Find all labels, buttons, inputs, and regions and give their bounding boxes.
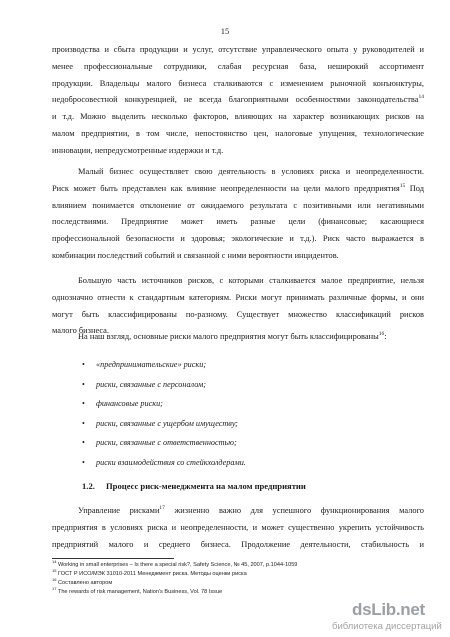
list-item: • финансовые риски; — [82, 394, 412, 414]
paragraph-4 — [52, 329, 424, 346]
paragraph-2 — [52, 164, 424, 265]
text-line: могут быть классифицированы по-разному. Существует множество классификаций рисков — [52, 309, 424, 319]
section-title: Процесс риск-менеджмента на малом предприятии — [106, 481, 306, 491]
text-line: однозначно отнести к стандартным категориям. Риски могут принимать различные формы, и они — [52, 292, 424, 302]
list-item: • «предпринимательские» риски; — [82, 355, 412, 375]
text-line: производства и сбыта продукции и услуг, отсутствие управленческого опыта у руководителей и — [52, 45, 424, 54]
footnote: $^{17}$ The rewards of risk management, Nation's Business, Vol. 78 Issue — [52, 586, 223, 596]
bullet-icon: • — [82, 379, 85, 389]
footnote-ref: 14 — [418, 94, 424, 101]
text-line: Риск может быть представлен как влияние неопределенности на цели малого предприятия$^{15}$ Под — [52, 183, 424, 193]
text-line: продукции. Владельцы малого бизнеса сталкиваются с изменением рыночной конъюнктуры, — [52, 78, 424, 88]
section-number: 1.2. — [82, 481, 95, 491]
text-line: менее профессиональные сотрудники, слабая ресурсная база, неширокий ассортимент — [52, 61, 424, 71]
text-line: влиянием понимается отклонение от ожидаемого результата с позитивными или негативными — [52, 200, 424, 210]
text-line: профессиональной безопасности и здоровья; экологические и т.д.). Риск часто выражается в — [52, 234, 424, 244]
footnote-divider — [52, 558, 174, 559]
footnote-ref: 15 — [399, 183, 406, 189]
watermark-logo: dsLib.net — [352, 600, 425, 619]
text-line: инновации, непредусмотренные издержки и т.д. — [52, 145, 224, 155]
text-line: малом предприятии, в том числе, непостоянство цен, налоговые упущения, технологические — [52, 128, 424, 138]
list-item: • риски, связанные с ответственностью; — [82, 433, 412, 453]
text-line: недобросовестной конкуренцией, не всегда благоприятными особенностями законодательства$^{14}$ — [52, 94, 424, 105]
watermark — [288, 600, 442, 634]
page-number: 15 — [220, 26, 230, 36]
bullet-icon: • — [82, 418, 85, 428]
paragraph-1 — [52, 42, 424, 160]
list-item: • риски, связанные с ущербом имуществу; — [82, 414, 412, 434]
text-line: комбинации последствий событий и связанной с ними вероятности инцидентов. — [52, 250, 339, 260]
bullet-icon: • — [82, 399, 85, 409]
paragraph-5 — [52, 503, 424, 553]
text-line: предприятия в условиях риска и неопределенности, и может существенно укрепить устойчивость — [52, 522, 424, 532]
section-heading — [82, 481, 306, 491]
text-line: предприятий малого и среднего бизнеса. Продолжение деятельности, стабильность и — [52, 539, 424, 549]
text-line: Большую часть источников рисков, с которыми сталкивается малое предприятие, нельзя — [78, 276, 424, 285]
text-line: Управление рисками$^{17}$ жизненно важно для успешного функционирования малого — [78, 505, 424, 515]
footnotes — [52, 561, 432, 597]
list-item: • риски, связанные с персоналом; — [82, 375, 412, 395]
footnote-ref: 16 — [378, 331, 385, 338]
text-line: малого бизнеса. — [52, 326, 109, 336]
text-line: последствиями. Предприятие может иметь разные цели (финансовые; касающиеся — [52, 217, 424, 227]
text-line: и т.д. Можно выделить несколько факторов, влияющих на характер возникающих рисков на — [52, 112, 424, 122]
risk-list — [82, 355, 412, 473]
bullet-icon: • — [82, 438, 85, 448]
bullet-icon: • — [82, 360, 85, 369]
footnote: $^{14}$ Working in small enterprises – Is there a special risk?, Safety Science, № 45, 2007, p.1044-1059 — [52, 559, 298, 568]
footnote-ref: 17 — [159, 505, 165, 512]
text-line: На наш взгляд, основные риски малого предприятия могут быть классифицированы$^{16}$: — [78, 331, 387, 341]
footnote: $^{15}$ ГОСТ Р ИСО/МЭК 31010-2011 Менеджмент риска. Методы оценки риска — [52, 568, 247, 578]
footnote: $^{16}$ Составлено автором — [52, 577, 113, 587]
list-item: • риски взаимодействия со стейкхолдерами. — [82, 453, 412, 473]
bullet-icon: • — [82, 457, 85, 467]
text-line: Малый бизнес осуществляет свою деятельность в условиях риска и неопределенности. — [78, 167, 424, 176]
watermark-subtitle: библиотека диссертаций — [332, 621, 442, 632]
